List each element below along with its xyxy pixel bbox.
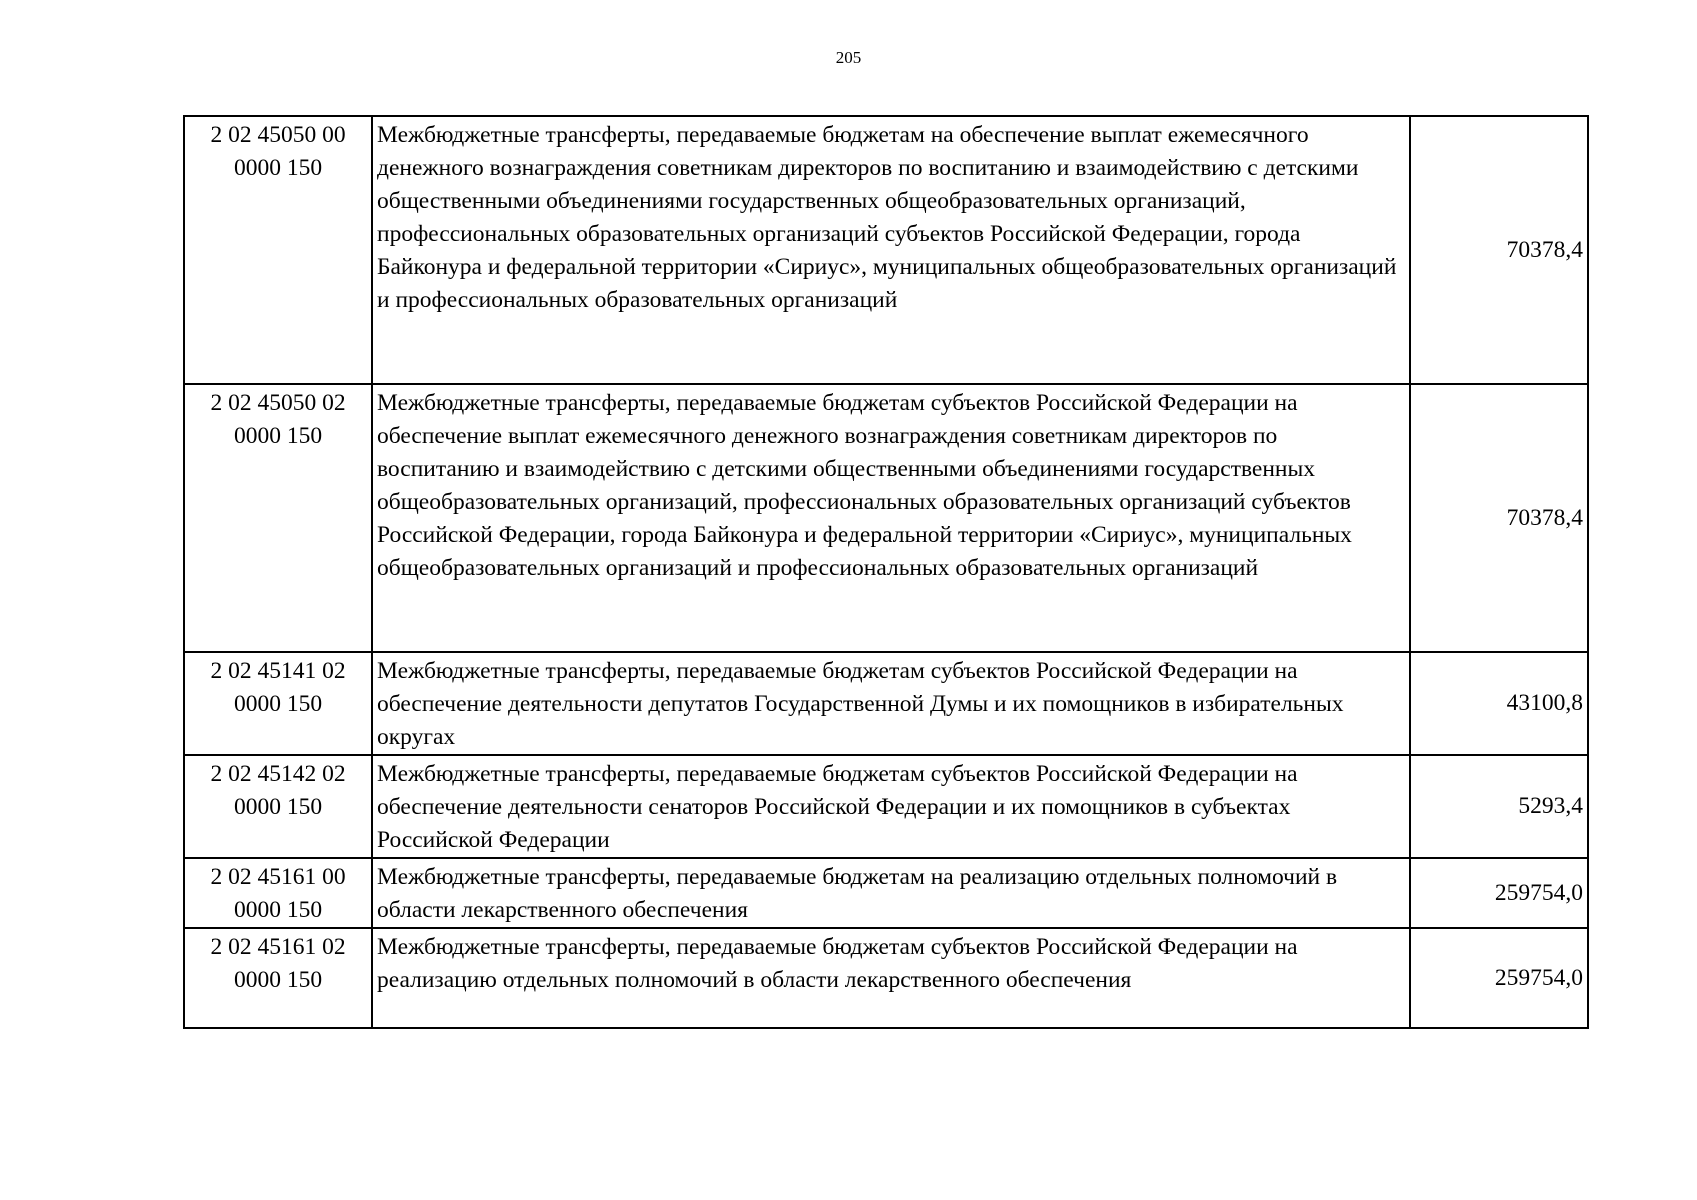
budget-code-line: 0000 150 (233, 794, 323, 820)
transfer-description: Межбюджетные трансферты, передаваемые бюджетам субъектов Российской Федерации на обеспечение деятельности сенаторов Российской Федерации и их помощников в субъектах Российской Федерации (372, 755, 1410, 858)
table-row (184, 652, 1588, 755)
budget-code-line: 2 02 45141 02 (210, 658, 346, 684)
amount-value: 43100,8 (1410, 652, 1588, 755)
budget-code-cell (184, 858, 372, 928)
budget-code-line: 2 02 45161 00 (210, 864, 346, 890)
budget-code-cell (184, 928, 372, 1028)
budget-code-line: 2 02 45050 00 (210, 122, 346, 148)
budget-code-line: 2 02 45142 02 (210, 761, 346, 787)
transfer-description: Межбюджетные трансферты, передаваемые бюджетам субъектов Российской Федерации на реализацию отдельных полномочий в области лекарственного обеспечения (372, 928, 1410, 1028)
amount-value: 259754,0 (1410, 928, 1588, 1028)
transfer-description: Межбюджетные трансферты, передаваемые бюджетам субъектов Российской Федерации на обеспечение деятельности депутатов Государственной Думы и их помощников в избирательных округах (372, 652, 1410, 755)
amount-value: 70378,4 (1410, 384, 1588, 652)
budget-code-line: 2 02 45161 02 (210, 934, 346, 960)
amount-value: 5293,4 (1410, 755, 1588, 858)
budget-code-cell (184, 384, 372, 652)
table-row (184, 858, 1588, 928)
budget-code-line: 2 02 45050 02 (210, 390, 346, 416)
table-row (184, 928, 1588, 1028)
table-row (184, 384, 1588, 652)
budget-code-cell (184, 652, 372, 755)
table-row (184, 116, 1588, 384)
transfer-description: Межбюджетные трансферты, передаваемые бюджетам на реализацию отдельных полномочий в области лекарственного обеспечения (372, 858, 1410, 928)
budget-code-cell (184, 116, 372, 384)
transfer-description: Межбюджетные трансферты, передаваемые бюджетам субъектов Российской Федерации на обеспечение выплат ежемесячного денежного вознаграждения советникам директоров по воспитанию и взаимодействию с детскими общественными объединениями государственных общеобразовательных организаций, профессиональных образовательных организаций субъектов Российской Федерации, города Байконура и федеральной территории «Сириус», муниципальных общеобразовательных организаций и профессиональных образовательных организаций (372, 384, 1410, 652)
budget-code-line: 0000 150 (233, 897, 323, 923)
transfer-description: Межбюджетные трансферты, передаваемые бюджетам на обеспечение выплат ежемесячного денежного вознаграждения советникам директоров по воспитанию и взаимодействию с детскими общественными объединениями государственных общеобразовательных организаций, профессиональных образовательных организаций субъектов Российской Федерации, города Байконура и федеральной территории «Сириус», муниципальных общеобразовательных организаций и профессиональных образовательных организаций (372, 116, 1410, 384)
page-number: 205 (835, 48, 862, 67)
budget-code-line: 0000 150 (233, 691, 323, 717)
budget-code-cell (184, 755, 372, 858)
budget-code-line: 0000 150 (233, 155, 323, 181)
budget-code-line: 0000 150 (233, 967, 323, 993)
amount-value: 70378,4 (1410, 116, 1588, 384)
budget-code-line: 0000 150 (233, 423, 323, 449)
budget-table (183, 115, 1589, 1029)
table-row (184, 755, 1588, 858)
amount-value: 259754,0 (1410, 858, 1588, 928)
